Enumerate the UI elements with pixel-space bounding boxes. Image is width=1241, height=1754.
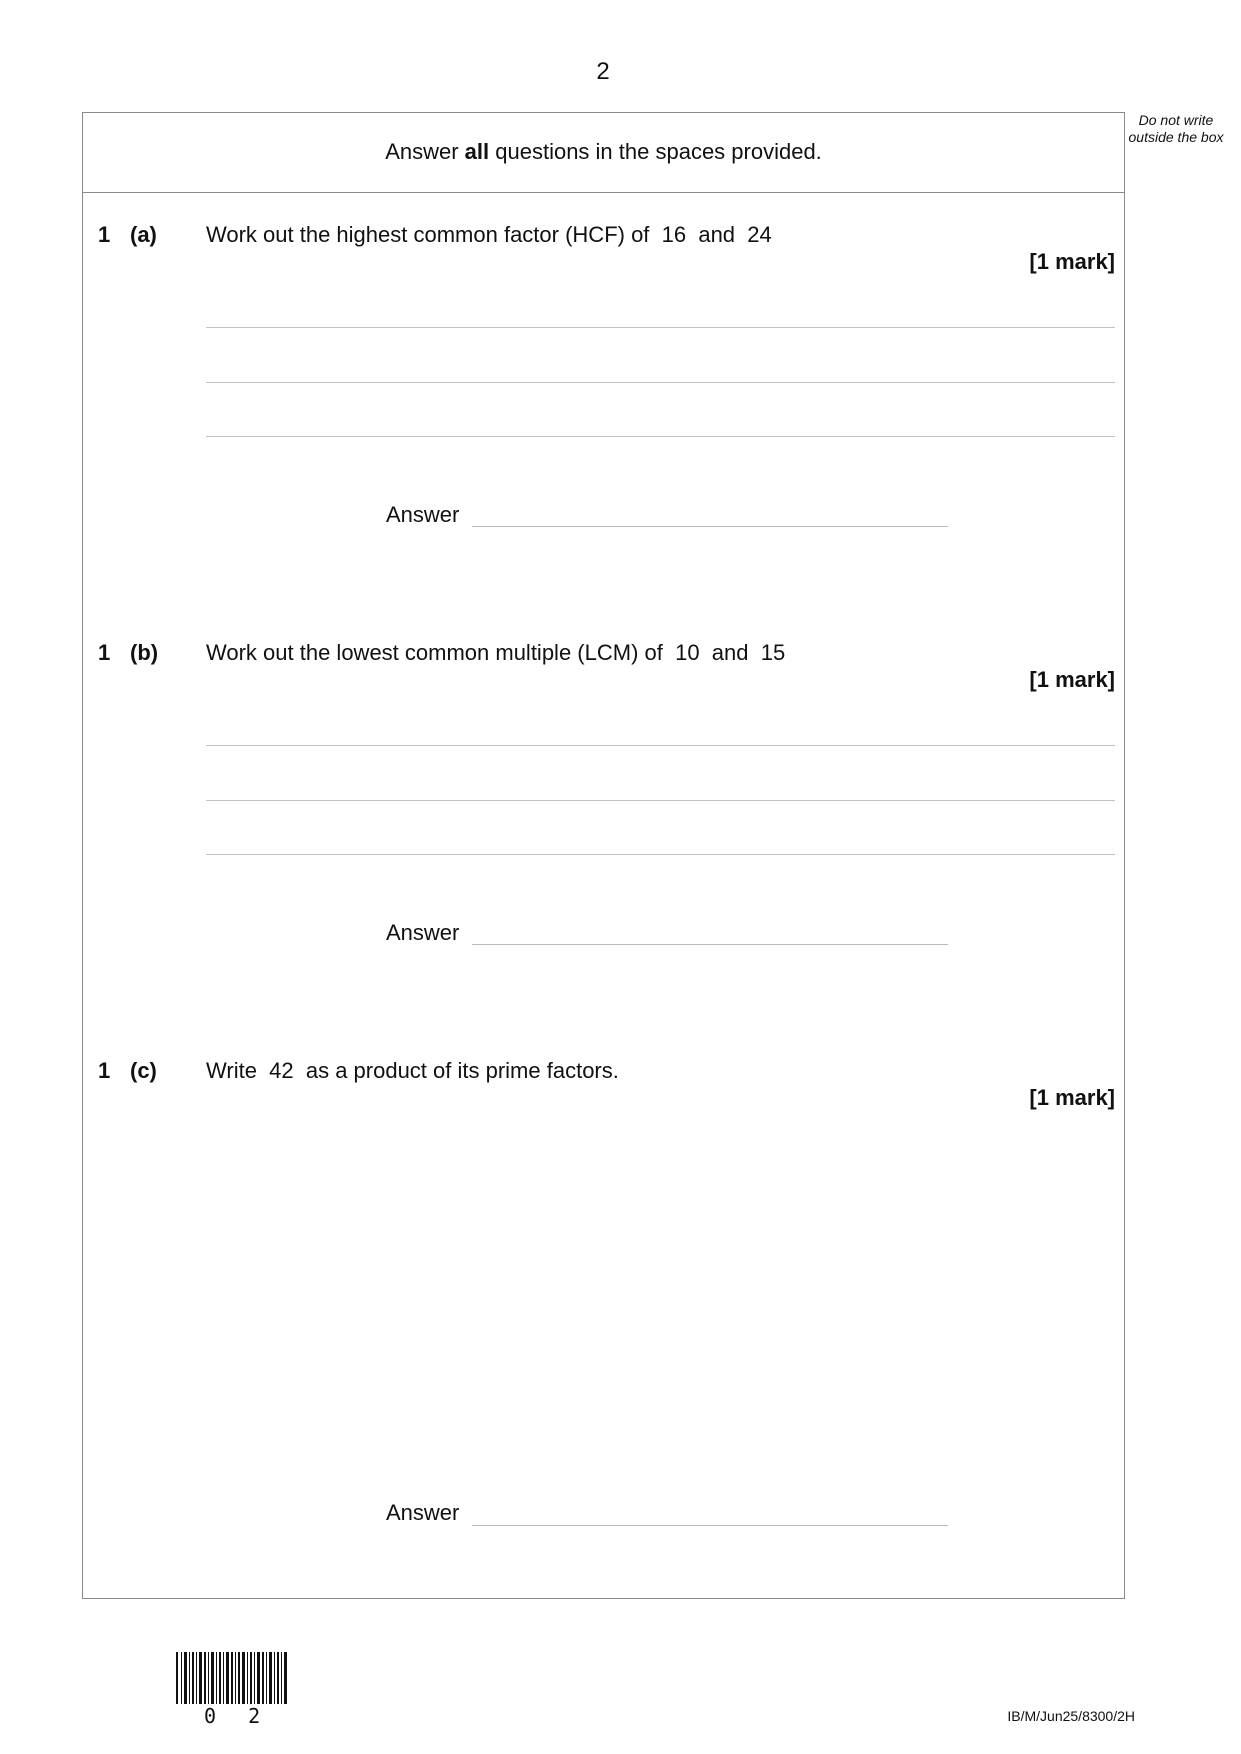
marks-label: [1 mark] bbox=[1029, 1085, 1115, 1110]
question-number: 1 bbox=[98, 1058, 111, 1083]
question-part: (b) bbox=[130, 640, 159, 665]
barcode-icon bbox=[176, 1652, 288, 1704]
margin-note: Do not write outside the box bbox=[1128, 112, 1224, 145]
question-part: (a) bbox=[130, 222, 157, 247]
marks-label: [1 mark] bbox=[1029, 249, 1115, 274]
question-text: Write 42 as a product of its prime factors. bbox=[206, 1058, 619, 1083]
instruction-emphasis: all bbox=[464, 139, 490, 164]
working-line[interactable] bbox=[206, 382, 1115, 383]
question-text: Work out the lowest common multiple (LCM) of 10 and 15 bbox=[206, 640, 786, 665]
answer-line[interactable] bbox=[472, 1525, 948, 1526]
question-number: 1 bbox=[98, 222, 111, 247]
barcode-digits: 0 2 bbox=[204, 1704, 271, 1728]
marks-label: [1 mark] bbox=[1029, 667, 1115, 692]
working-line[interactable] bbox=[206, 327, 1115, 328]
working-line[interactable] bbox=[206, 745, 1115, 746]
header-divider bbox=[82, 192, 1125, 193]
paper-reference: IB/M/Jun25/8300/2H bbox=[1007, 1708, 1135, 1724]
question-number: 1 bbox=[98, 640, 111, 665]
working-line[interactable] bbox=[206, 854, 1115, 855]
question-part: (c) bbox=[130, 1058, 157, 1083]
answer-label: Answer bbox=[386, 502, 460, 527]
answer-line[interactable] bbox=[472, 526, 948, 527]
working-line[interactable] bbox=[206, 800, 1115, 801]
working-space[interactable] bbox=[206, 1120, 1115, 1490]
working-line[interactable] bbox=[206, 436, 1115, 437]
instruction-after: questions in the spaces provided. bbox=[489, 139, 822, 164]
answer-line[interactable] bbox=[472, 944, 948, 945]
answer-label: Answer bbox=[386, 920, 460, 945]
question-text: Work out the highest common factor (HCF) of 16 and 24 bbox=[206, 222, 772, 247]
instruction-text bbox=[82, 139, 1125, 165]
page-number: 2 bbox=[596, 58, 610, 85]
instruction-before: Answer bbox=[385, 139, 465, 164]
answer-label: Answer bbox=[386, 1500, 460, 1525]
